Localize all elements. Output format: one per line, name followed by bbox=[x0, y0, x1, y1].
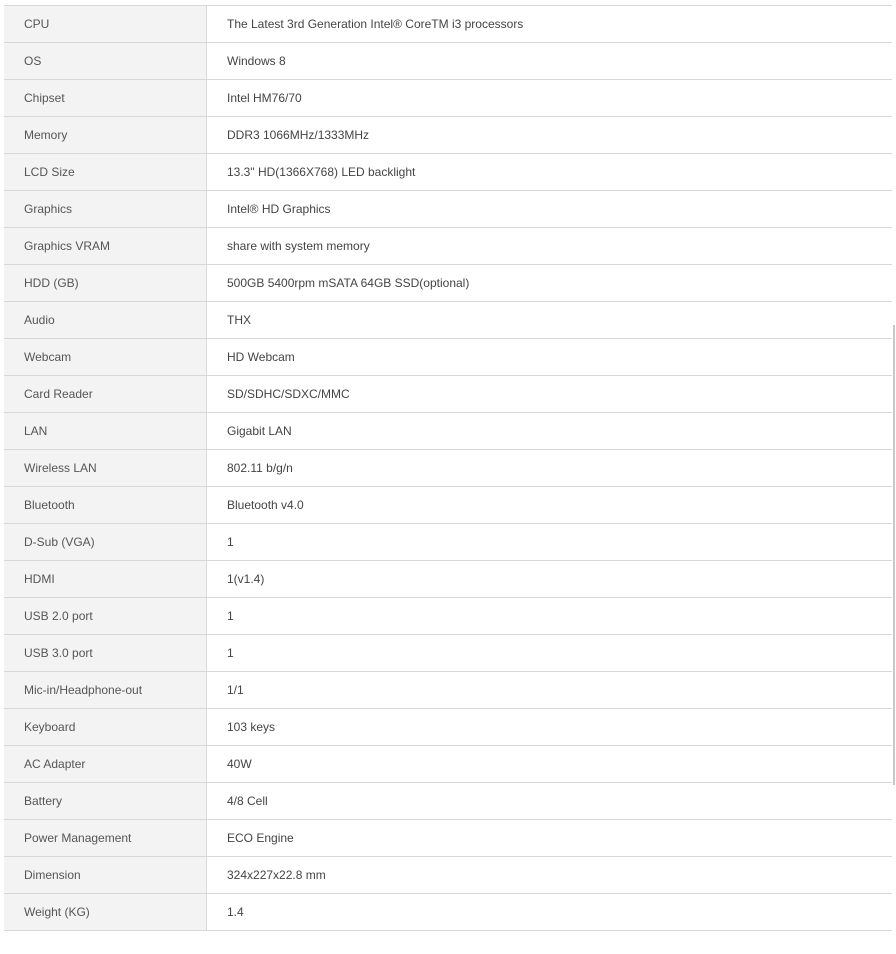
scrollbar-edge[interactable] bbox=[893, 325, 895, 785]
spec-row bbox=[4, 154, 892, 191]
spec-row bbox=[4, 6, 892, 43]
spec-value: Bluetooth v4.0 bbox=[207, 487, 893, 524]
spec-label: Chipset bbox=[4, 80, 207, 117]
spec-label: Wireless LAN bbox=[4, 450, 207, 487]
spec-value: 1(v1.4) bbox=[207, 561, 893, 598]
spec-label: Card Reader bbox=[4, 376, 207, 413]
spec-value: ECO Engine bbox=[207, 820, 893, 857]
spec-row bbox=[4, 339, 892, 376]
spec-label: Bluetooth bbox=[4, 487, 207, 524]
spec-row bbox=[4, 857, 892, 894]
spec-row bbox=[4, 635, 892, 672]
spec-row bbox=[4, 524, 892, 561]
spec-value: 103 keys bbox=[207, 709, 893, 746]
spec-value: 500GB 5400rpm mSATA 64GB SSD(optional) bbox=[207, 265, 893, 302]
spec-row bbox=[4, 265, 892, 302]
spec-label: Mic-in/Headphone-out bbox=[4, 672, 207, 709]
spec-value: Intel® HD Graphics bbox=[207, 191, 893, 228]
spec-label: HDMI bbox=[4, 561, 207, 598]
spec-row bbox=[4, 894, 892, 931]
spec-value: 1 bbox=[207, 635, 893, 672]
spec-row bbox=[4, 783, 892, 820]
spec-value: THX bbox=[207, 302, 893, 339]
spec-value: 1 bbox=[207, 524, 893, 561]
spec-value: 802.11 b/g/n bbox=[207, 450, 893, 487]
spec-value: 4/8 Cell bbox=[207, 783, 893, 820]
spec-value: share with system memory bbox=[207, 228, 893, 265]
spec-row bbox=[4, 487, 892, 524]
spec-label: Graphics bbox=[4, 191, 207, 228]
spec-value: 1/1 bbox=[207, 672, 893, 709]
spec-value: The Latest 3rd Generation Intel® CoreTM i3 processors bbox=[207, 6, 893, 43]
spec-value: HD Webcam bbox=[207, 339, 893, 376]
spec-row bbox=[4, 709, 892, 746]
spec-value: 1.4 bbox=[227, 905, 244, 919]
spec-label: Weight (KG) bbox=[4, 894, 207, 931]
spec-row bbox=[4, 598, 892, 635]
spec-value: 40W bbox=[207, 746, 893, 783]
spec-row bbox=[4, 413, 892, 450]
spec-value: 324x227x22.8 mm bbox=[207, 857, 893, 894]
spec-row bbox=[4, 746, 892, 783]
spec-label: USB 3.0 port bbox=[4, 635, 207, 672]
spec-label: USB 2.0 port bbox=[4, 598, 207, 635]
spec-label: Graphics VRAM bbox=[4, 228, 207, 265]
spec-label: LAN bbox=[4, 413, 207, 450]
spec-label: OS bbox=[4, 43, 207, 80]
spec-label: Memory bbox=[4, 117, 207, 154]
spec-row bbox=[4, 191, 892, 228]
spec-label: CPU bbox=[4, 6, 207, 43]
spec-row bbox=[4, 376, 892, 413]
spec-label: Keyboard bbox=[4, 709, 207, 746]
spec-row bbox=[4, 450, 892, 487]
spec-label: D-Sub (VGA) bbox=[4, 524, 207, 561]
spec-value: 13.3" HD(1366X768) LED backlight bbox=[207, 154, 893, 191]
spec-label: LCD Size bbox=[4, 154, 207, 191]
spec-label: Webcam bbox=[4, 339, 207, 376]
spec-value: SD/SDHC/SDXC/MMC bbox=[207, 376, 893, 413]
spec-row bbox=[4, 672, 892, 709]
spec-value: 1 bbox=[207, 598, 893, 635]
spec-table bbox=[4, 5, 892, 931]
spec-row bbox=[4, 80, 892, 117]
spec-row bbox=[4, 228, 892, 265]
spec-label: Audio bbox=[4, 302, 207, 339]
spec-value: Gigabit LAN bbox=[207, 413, 893, 450]
spec-label: AC Adapter bbox=[4, 746, 207, 783]
spec-value: Intel HM76/70 bbox=[207, 80, 893, 117]
spec-label: Dimension bbox=[4, 857, 207, 894]
spec-table-body bbox=[4, 6, 892, 931]
spec-row bbox=[4, 117, 892, 154]
spec-value: DDR3 1066MHz/1333MHz bbox=[207, 117, 893, 154]
spec-value: Windows 8 bbox=[207, 43, 893, 80]
spec-label: Battery bbox=[4, 783, 207, 820]
spec-row bbox=[4, 43, 892, 80]
spec-row bbox=[4, 302, 892, 339]
spec-row bbox=[4, 561, 892, 598]
spec-label: Power Management bbox=[4, 820, 207, 857]
spec-label: HDD (GB) bbox=[4, 265, 207, 302]
spec-row bbox=[4, 820, 892, 857]
